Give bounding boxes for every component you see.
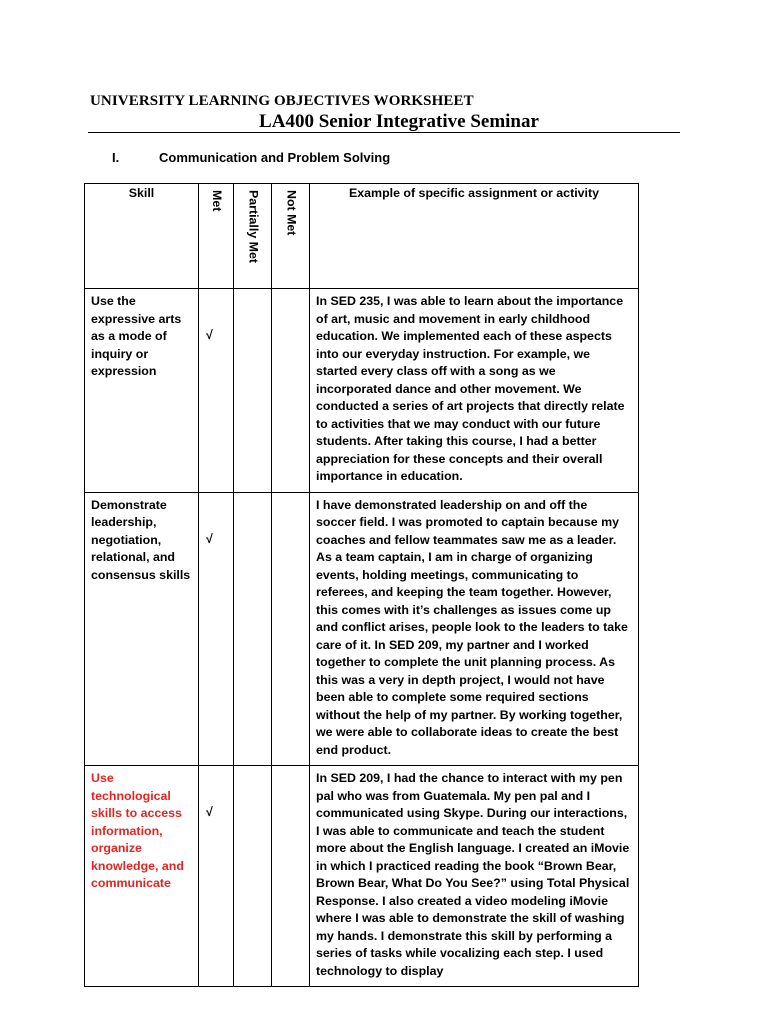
skill-cell: Use the expressive arts as a mode of inquiry or expression: [85, 289, 199, 493]
not-met-cell: [272, 766, 310, 987]
met-cell: [199, 492, 234, 766]
partially-met-label: Partially Met: [246, 190, 261, 263]
met-cell: [199, 289, 234, 493]
met-check: √: [206, 805, 213, 819]
met-check: √: [206, 531, 213, 546]
column-header-example: Example of specific assignment or activity: [310, 184, 639, 289]
partially-met-cell: [234, 766, 272, 987]
met-label: Met: [209, 190, 224, 212]
column-header-partially-met: [234, 184, 272, 289]
table-row: [85, 289, 639, 493]
met-cell: [199, 766, 234, 987]
skill-cell: Use technological skills to access information, organize knowledge, and communicate: [85, 766, 199, 987]
not-met-cell: [272, 492, 310, 766]
header-divider: [88, 132, 680, 133]
objectives-table: [84, 183, 639, 987]
worksheet-title: UNIVERSITY LEARNING OBJECTIVES WORKSHEET: [90, 93, 474, 109]
example-cell: In SED 209, I had the chance to interact with my pen pal who was from Guatemala. My pen pal and I communicated using Skype. During our interactions, I was able to communicate and teach the student more about the English language. I created an iMovie in which I practiced reading the book “Brown Bear, Brown Bear, What Do You See?” using Total Physical Response. I also created a video modeling iMovie where I was able to demonstrate the skill of washing my hands. I demonstrate this skill by performing a series of tasks while vocalizing each step. I used technology to display: [310, 766, 639, 987]
partially-met-cell: [234, 289, 272, 493]
table-row: [85, 492, 639, 766]
table-header-row: [85, 184, 639, 289]
met-check: √: [206, 328, 213, 342]
table-row: [85, 766, 639, 987]
example-cell: I have demonstrated leadership on and off the soccer field. I was promoted to captain because my coaches and fellow teammates saw me as a leader. As a team captain, I am in charge of organizing events, holding meetings, communicating to referees, and keeping the team together. However, this comes with it’s challenges as issues come up and conflict arises, people look to the leaders to take care of it. In SED 209, my partner and I worked together to complete the unit planning process. As this was a very in depth project, I would not have been able to complete some required sections without the help of my partner. By working together, we were able to collaborate ideas to create the best end product.: [310, 492, 639, 766]
skill-cell: Demonstrate leadership, negotiation, relational, and consensus skills: [85, 492, 199, 766]
section-number: I.: [112, 150, 120, 165]
column-header-skill: Skill: [85, 184, 199, 289]
course-title: LA400 Senior Integrative Seminar: [259, 111, 539, 132]
column-header-met: [199, 184, 234, 289]
section-title: Communication and Problem Solving: [159, 150, 391, 165]
not-met-cell: [272, 289, 310, 493]
partially-met-cell: [234, 492, 272, 766]
not-met-label: Not Met: [284, 190, 299, 236]
column-header-not-met: [272, 184, 310, 289]
example-cell: In SED 235, I was able to learn about the importance of art, music and movement in early childhood education. We implemented each of these aspects into our everyday instruction. For example, we started every class off with a song as we incorporated dance and other movement. We conducted a series of art projects that directly relate to activities that we may conduct with our future students. After taking this course, I had a better appreciation for these concepts and their overall importance in education.: [310, 289, 639, 493]
